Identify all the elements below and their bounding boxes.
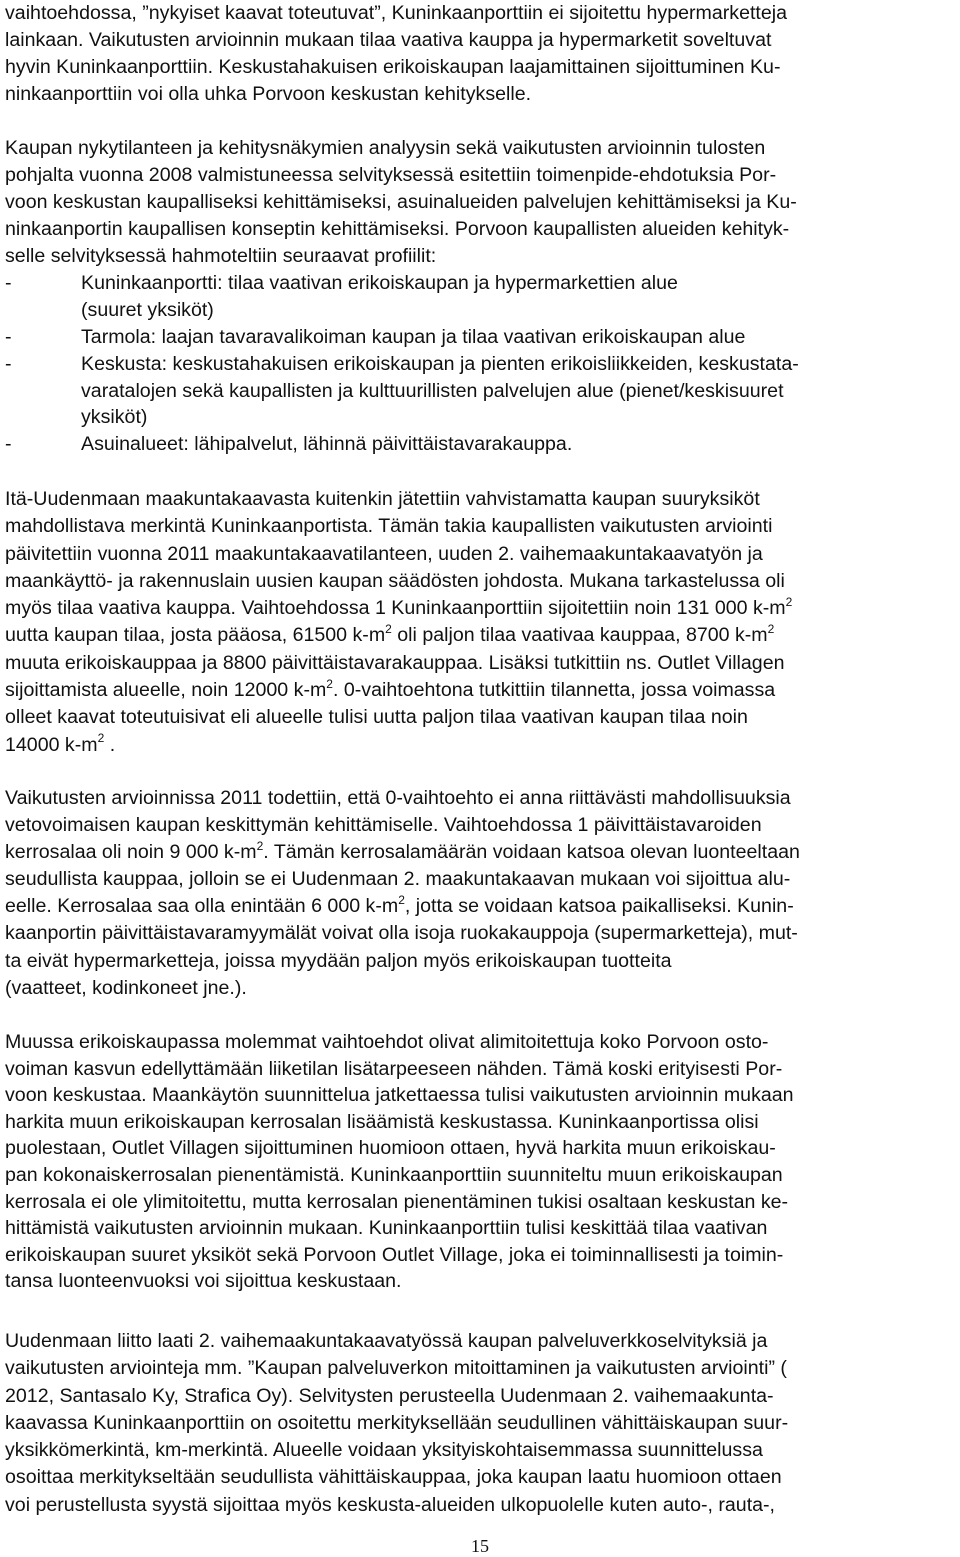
text-line: seudullista kauppaa, jolloin se ei Uudenmaan 2. maakuntakaavan mukaan voi sijoittua alu- — [5, 868, 791, 891]
text-line: selle selvityksessä hahmoteltiin seuraavat profiilit: — [5, 244, 437, 267]
text-line: mahdollistava merkintä Kuninkaanportista. Tämän takia kaupallisten vaikutusten arviointi — [5, 515, 773, 538]
list-item-line: Kuninkaanportti: tilaa vaativan erikoiskaupan ja hypermarkettien alue — [81, 272, 678, 294]
text-line: vaihtoehdossa, ”nykyiset kaavat toteutuvat”, Kuninkaanporttiin ei sijoitettu hypermarketteja — [5, 2, 787, 24]
list-dash: - — [5, 433, 12, 456]
text-line: päivitettiin vuonna 2011 maakuntakaavatilanteen, uuden 2. vaihemaakuntakaavatyön ja — [5, 542, 763, 565]
text-line: kaanportin päivittäistavaramyymälät voivat olla isoja ruokakauppoja (supermarketteja), mut- — [5, 922, 798, 945]
list-item — [5, 324, 953, 351]
text-line: olleet kaavat toteutuisivat eli alueelle tulisi uutta paljon tilaa vaativan kaupan tilaa noin — [5, 706, 748, 729]
text-line: eelle. Kerrosalaa saa olla enintään 6 000 $k-m^2$, jotta se voidaan katsoa paikalliseksi. Kunin- — [5, 892, 794, 918]
paragraph-6 — [5, 1328, 953, 1519]
list-item-line: yksiköt) — [81, 406, 148, 429]
text-line: kerrosala ei ole ylimitoitettu, mutta kerrosalan pienentäminen tukisi osaltaan keskustan ke- — [5, 1190, 789, 1213]
text-line: kerrosalaa oli noin 9 000 $k-m^2$. Tämän kerrosalamäärän voidaan katsoa olevan luonteeltaan — [5, 838, 800, 864]
text-line: 2012, Santasalo Ky, Strafica Oy). Selvitysten perusteella Uudenmaan 2. vaihemaakunta- — [5, 1384, 774, 1407]
text-line: hittämistä vaikutusten arvioinnin mukaan. Kuninkaanporttiin tulisi keskittää tilaa vaativan — [5, 1217, 768, 1240]
text-line: 14000 $k-m^2$ . — [5, 731, 116, 756]
superscript-two: 2 — [385, 621, 392, 636]
paragraph-5 — [5, 1029, 953, 1295]
text-line: ta eivät hypermarketteja, joissa myydään paljon myös erikoiskaupan tuotteita — [5, 949, 672, 972]
superscript-two: 2 — [97, 731, 105, 746]
list-item — [5, 270, 953, 324]
text-line: erikoiskaupan suuret yksiköt sekä Porvoon Outlet Village, joka ei toiminnallisesti ja toimin- — [5, 1243, 784, 1266]
paragraph-4 — [5, 785, 953, 1002]
text-line: sijoittamista alueelle, noin 12000 $k-m^2$. 0-vaihtoehtona tutkittiin tilannetta, jossa voimassa — [5, 676, 776, 702]
superscript-two: 2 — [326, 676, 333, 691]
text-line: ninkaanporttiin voi olla uhka Porvoon keskustan kehitykselle. — [5, 82, 532, 105]
list-item — [5, 431, 953, 458]
superscript-two: 2 — [785, 594, 793, 609]
profile-list — [5, 270, 953, 458]
text-line: Muussa erikoiskaupassa molemmat vaihtoehdot olivat alimitoitettuja koko Porvoon osto- — [5, 1031, 769, 1053]
superscript-two: 2 — [767, 621, 775, 636]
text-line: maankäyttö- ja rakennuslain uusien kaupan säädösten johdosta. Mukana tarkastelussa oli — [5, 569, 785, 592]
text-line: yksikkömerkintä, km-merkintä. Alueelle voidaan yksityiskohtaisemmassa suunnittelussa — [5, 1439, 763, 1462]
list-dash: - — [5, 325, 12, 348]
text-line: voon keskustan kaupalliseksi kehittämiseksi, asuinalueiden palvelujen kehittämiseksi ja Ku- — [5, 190, 797, 213]
text-line: vaikutusten arviointeja mm. ”Kaupan palveluverkon mitoittaminen ja vaikutusten arviointi” ( — [5, 1357, 787, 1380]
text-line: voiman kasvun edellyttämään liiketilan lisätarpeeseen nähden. Tämä koski erityisesti Por- — [5, 1057, 783, 1080]
text-line: ninkaanportin kaupallisen konseptin kehittämiseksi. Porvoon kaupallisten alueiden kehityk- — [5, 217, 790, 240]
list-dash: - — [5, 352, 12, 375]
text-line: voon keskustaa. Maankäytön suunnittelua jatkettaessa tulisi vaikutusten arvioinnin mukaan — [5, 1084, 794, 1107]
text-line: Uudenmaan liitto laati 2. vaihemaakuntakaavatyössä kaupan palveluverkkoselvityksiä ja — [5, 1330, 768, 1352]
superscript-two: 2 — [398, 892, 405, 907]
text-line: puolestaan, Outlet Villagen sijoittuminen huomioon ottaen, hyvä harkita muun erikoiskau- — [5, 1137, 776, 1160]
list-item — [5, 351, 953, 432]
list-item-line: Asuinalueet: lähipalvelut, lähinnä päivittäistavarakauppa. — [81, 433, 573, 456]
text-line: Vaikutusten arvioinnissa 2011 todettiin, että 0-vaihtoehto ei anna riittävästi mahdollisuuksia — [5, 787, 791, 809]
paragraph-3 — [5, 486, 953, 759]
text-line: kaavassa Kuninkaanporttiin on osoitettu merkityksellään seudullinen vähittäiskaupan suur- — [5, 1411, 789, 1434]
text-line: muuta erikoiskauppaa ja 8800 päivittäistavarakauppaa. Lisäksi tutkittiin ns. Outlet Villagen — [5, 651, 785, 674]
list-item-line: Tarmola: laajan tavaravalikoiman kaupan ja tilaa vaativan erikoiskaupan alue — [81, 325, 746, 348]
paragraph-2 — [5, 135, 953, 269]
list-item-line: Keskusta: keskustahakuisen erikoiskaupan ja pienten erikoisliikkeiden, keskustata- — [81, 352, 799, 375]
text-line: pan kokonaiskerrosalan pienentämistä. Kuninkaanporttiin suunniteltu muun erikoiskaupan — [5, 1163, 783, 1186]
list-item-line: varatalojen sekä kaupallisten ja kulttuurillisten palvelujen alue (pienet/keskisuuret — [81, 379, 784, 402]
text-line: harkita muun erikoiskaupan kerrosalan lisäämistä keskustassa. Kuninkaanportissa olisi — [5, 1110, 759, 1133]
list-item-line: (suuret yksiköt) — [81, 298, 214, 321]
superscript-two: 2 — [256, 838, 264, 853]
list-dash: - — [5, 272, 12, 294]
text-line: Kaupan nykytilanteen ja kehitysnäkymien analyysin sekä vaikutusten arvioinnin tulosten — [5, 137, 766, 159]
text-line: myös tilaa vaativa kauppa. Vaihtoehdossa 1 Kuninkaanporttiin sijoitettiin noin 131 000 $k-m^2$ — [5, 594, 793, 620]
text-line: hyvin Kuninkaanporttiin. Keskustahakuisen erikoiskaupan laajamittainen sijoittuminen Ku- — [5, 55, 781, 78]
text-line: osoittaa merkitykseltään seudullista vähittäiskauppaa, joka kaupan laatu huomioon ottaen — [5, 1466, 782, 1489]
text-line: (vaatteet, kodinkoneet jne.). — [5, 976, 247, 999]
text-line: Itä-Uudenmaan maakuntakaavasta kuitenkin jätettiin vahvistamatta kaupan suuryksiköt — [5, 488, 760, 510]
text-line: uutta kaupan tilaa, josta pääosa, 61500 $k-m^2$ oli paljon tilaa vaativaa kauppaa, 8700 $k-m^2$ — [5, 621, 775, 647]
text-line: pohjalta vuonna 2008 valmistuneessa selvityksessä esitettiin toimenpide-ehdotuksia Por- — [5, 163, 777, 186]
paragraph-1 — [5, 0, 953, 108]
text-line: lainkaan. Vaikutusten arvioinnin mukaan tilaa vaativa kauppa ja hypermarketit soveltuvat — [5, 28, 772, 51]
text-line: vetovoimaisen kaupan keskittymän kehittämiselle. Vaihtoehdossa 1 päivittäistavaroiden — [5, 814, 762, 837]
text-line: voi perustellusta syystä sijoittaa myös keskusta-alueiden ulkopuolelle kuten auto-, rauta-, — [5, 1493, 776, 1516]
text-line: tansa luonteenvuoksi voi sijoittua keskustaan. — [5, 1270, 402, 1293]
page-number: 15 — [471, 1536, 489, 1556]
